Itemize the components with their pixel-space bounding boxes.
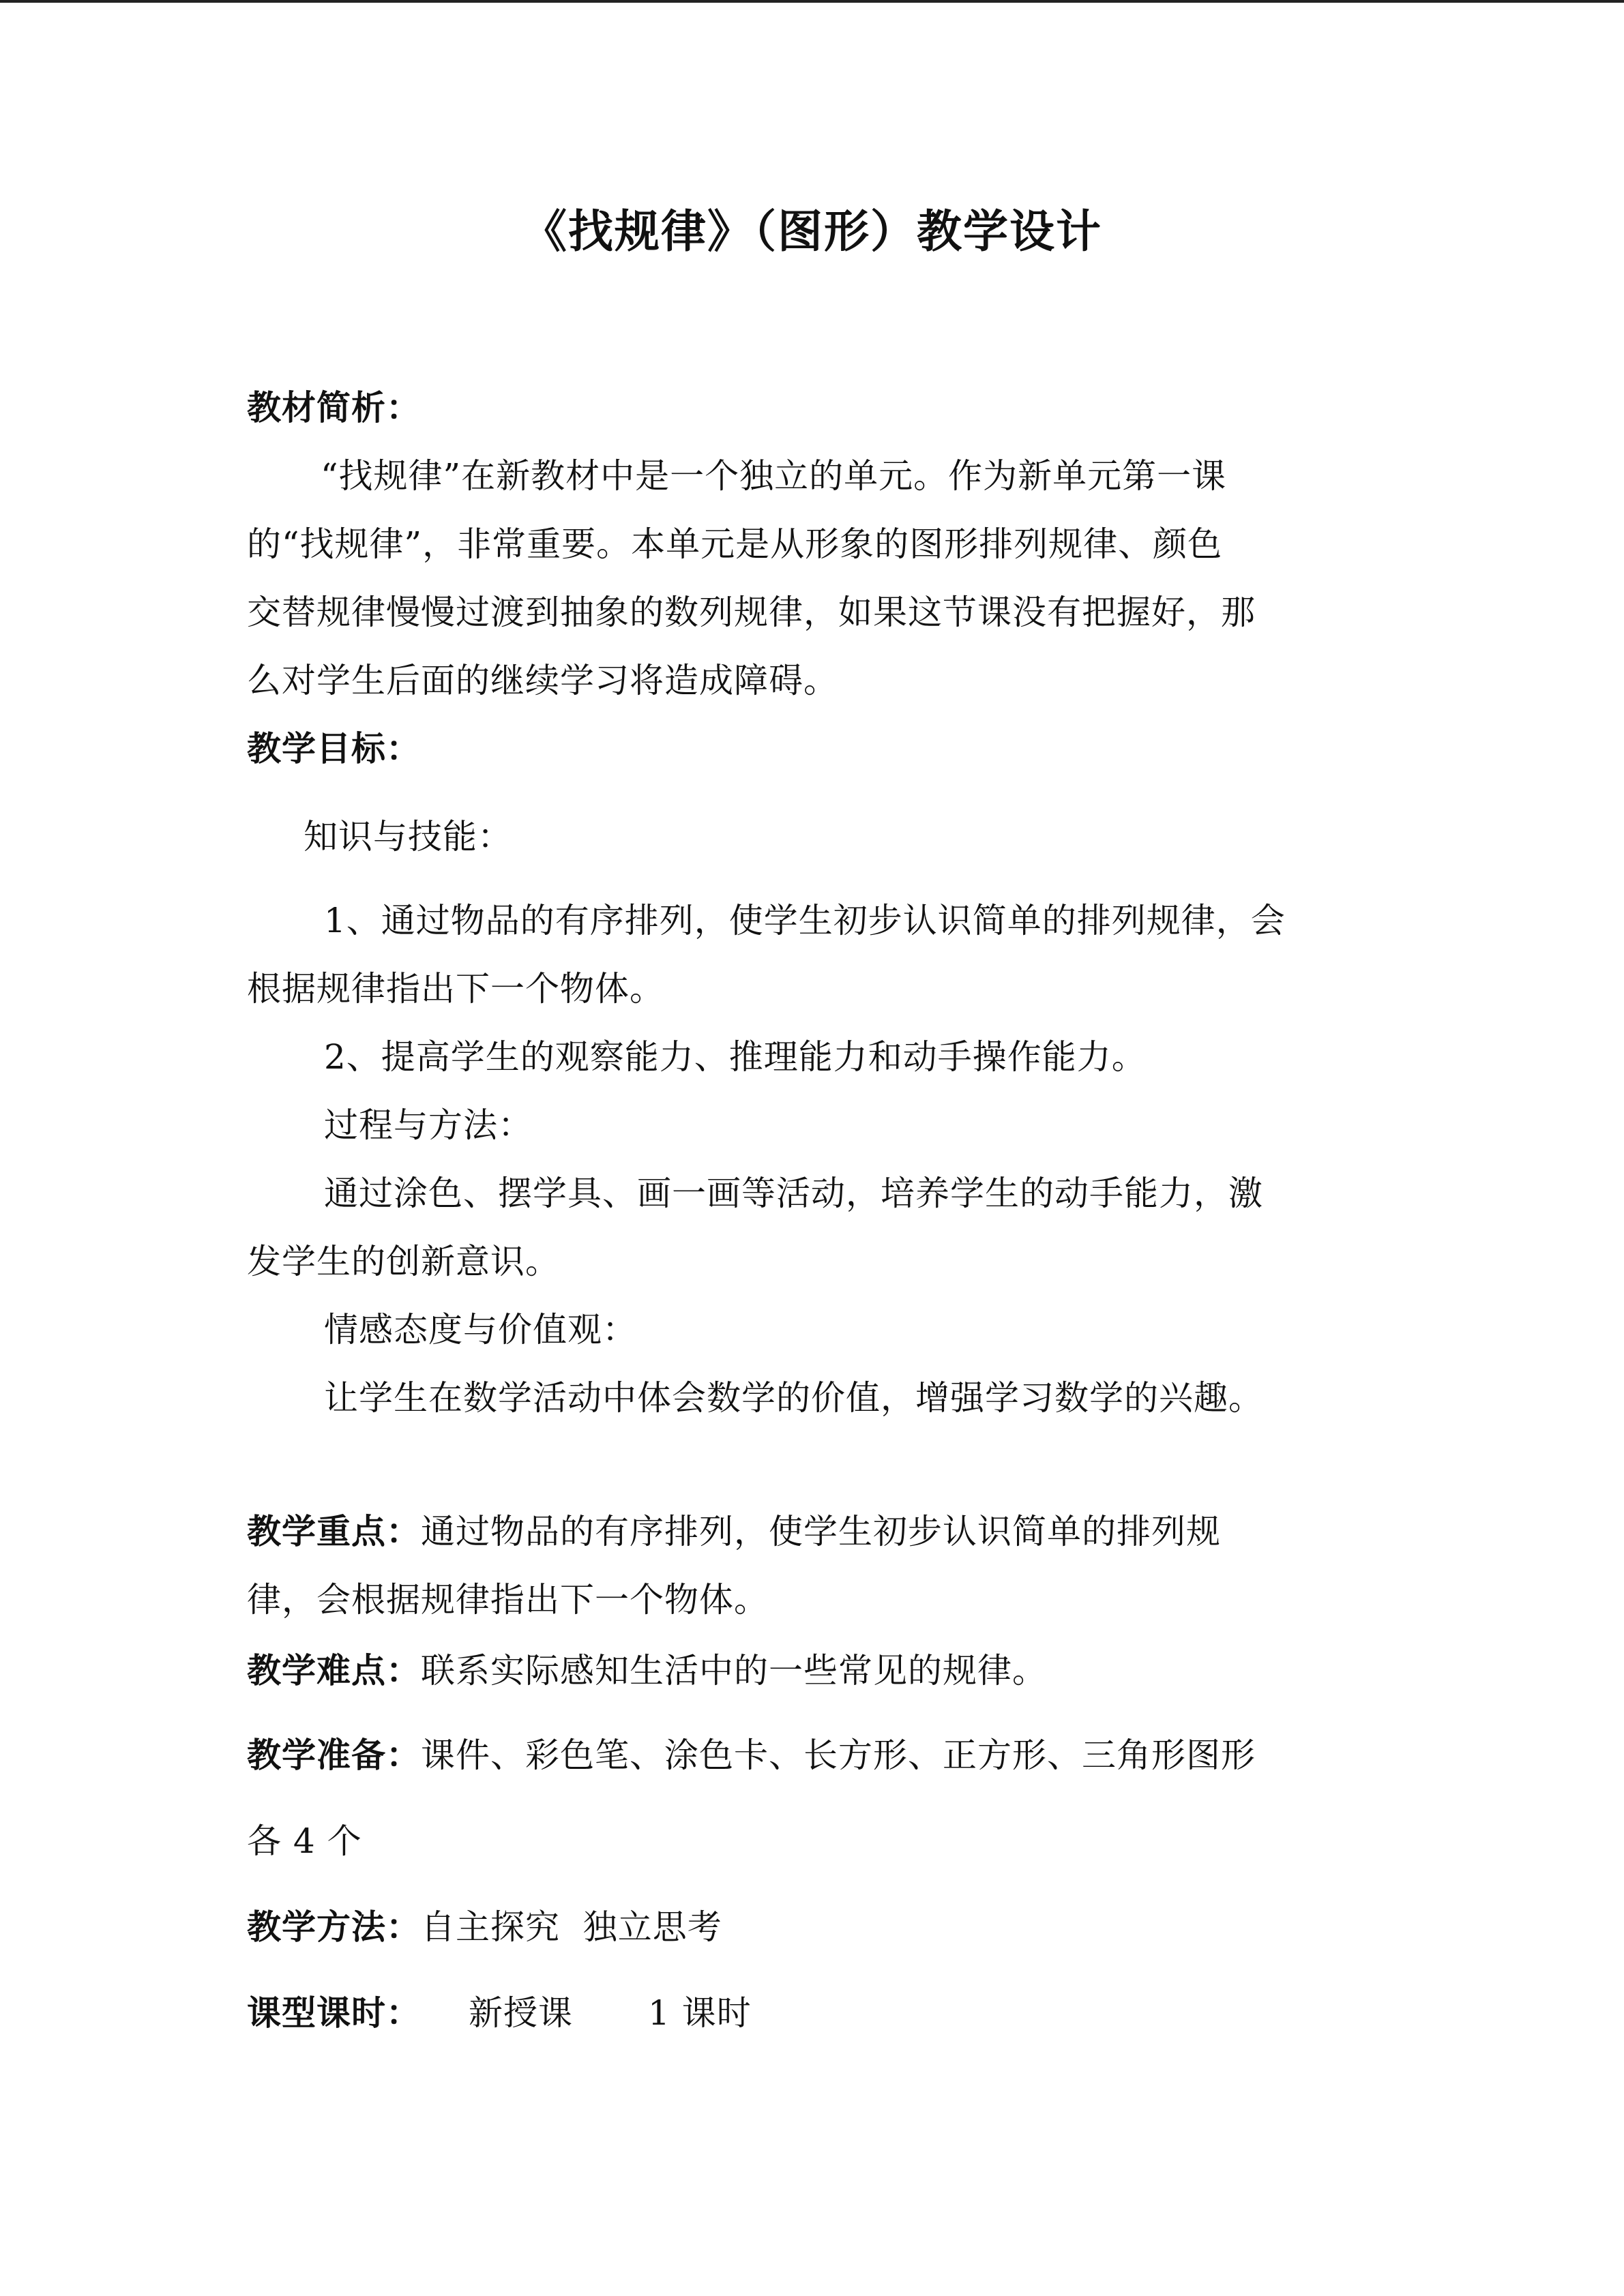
method-line xyxy=(247,1907,722,1948)
lesson-type-line xyxy=(247,1993,752,2033)
document-title: 《找规律》（图形）教学设计 xyxy=(522,205,1102,258)
process-line-2: 发学生的创新意识。 xyxy=(247,1242,560,1281)
difficulty-text: 联系实际感知生活中的一些常见的规律。 xyxy=(421,1651,1047,1690)
difficulty-label: 教学难点： xyxy=(247,1651,421,1690)
preparation-text: 课件、彩色笔、涂色卡、长方形、正方形、三角形图形 xyxy=(421,1735,1256,1775)
process-line-1: 通过涂色、摆学具、画一画等活动，培养学生的动手能力，激 xyxy=(324,1174,1263,1213)
difficulty-line xyxy=(247,1650,1047,1691)
analysis-line-4: 么对学生后面的继续学习将造成障碍。 xyxy=(247,661,838,700)
key-point-text: 通过物品的有序排列，使学生初步认识简单的排列规 xyxy=(421,1512,1221,1551)
key-point-label: 教学重点： xyxy=(247,1512,421,1551)
analysis-line-1: “找规律”在新教材中是一个独立的单元。作为新单元第一课 xyxy=(321,456,1227,496)
emotion-label: 情感态度与价值观： xyxy=(324,1310,637,1350)
goal-item-1-line-1: 1、通过物品的有序排列，使学生初步认识简单的排列规律，会 xyxy=(324,901,1286,940)
lesson-type-value: 新授课 xyxy=(469,1993,573,2033)
lesson-type-label: 课型课时： xyxy=(247,1993,421,2033)
lesson-hours-value: 1 课时 xyxy=(648,1993,752,2033)
goal-item-2: 2、提高学生的观察能力、推理能力和动手操作能力。 xyxy=(324,1037,1147,1077)
top-border-line xyxy=(0,0,1624,3)
preparation-line-1 xyxy=(247,1735,1256,1776)
key-point-line-2: 律，会根据规律指出下一个物体。 xyxy=(247,1580,769,1620)
key-point-line-1 xyxy=(247,1511,1221,1552)
preparation-label: 教学准备： xyxy=(247,1735,421,1775)
emotion-text: 让学生在数学活动中体会数学的价值，增强学习数学的兴趣。 xyxy=(324,1378,1263,1418)
method-text: 自主探究 独立思考 xyxy=(421,1907,722,1947)
analysis-heading: 教材简析： xyxy=(247,388,421,428)
knowledge-label: 知识与技能： xyxy=(304,817,512,856)
goals-heading: 教学目标： xyxy=(247,729,421,769)
preparation-line-2: 各 4 个 xyxy=(247,1821,362,1861)
process-label: 过程与方法： xyxy=(324,1105,533,1145)
method-label: 教学方法： xyxy=(247,1907,421,1947)
analysis-line-2: 的“找规律”，非常重要。本单元是从形象的图形排列规律、颜色 xyxy=(247,524,1223,564)
analysis-line-3: 交替规律慢慢过渡到抽象的数列规律，如果这节课没有把握好，那 xyxy=(247,593,1256,632)
goal-item-1-line-2: 根据规律指出下一个物体。 xyxy=(247,969,664,1009)
